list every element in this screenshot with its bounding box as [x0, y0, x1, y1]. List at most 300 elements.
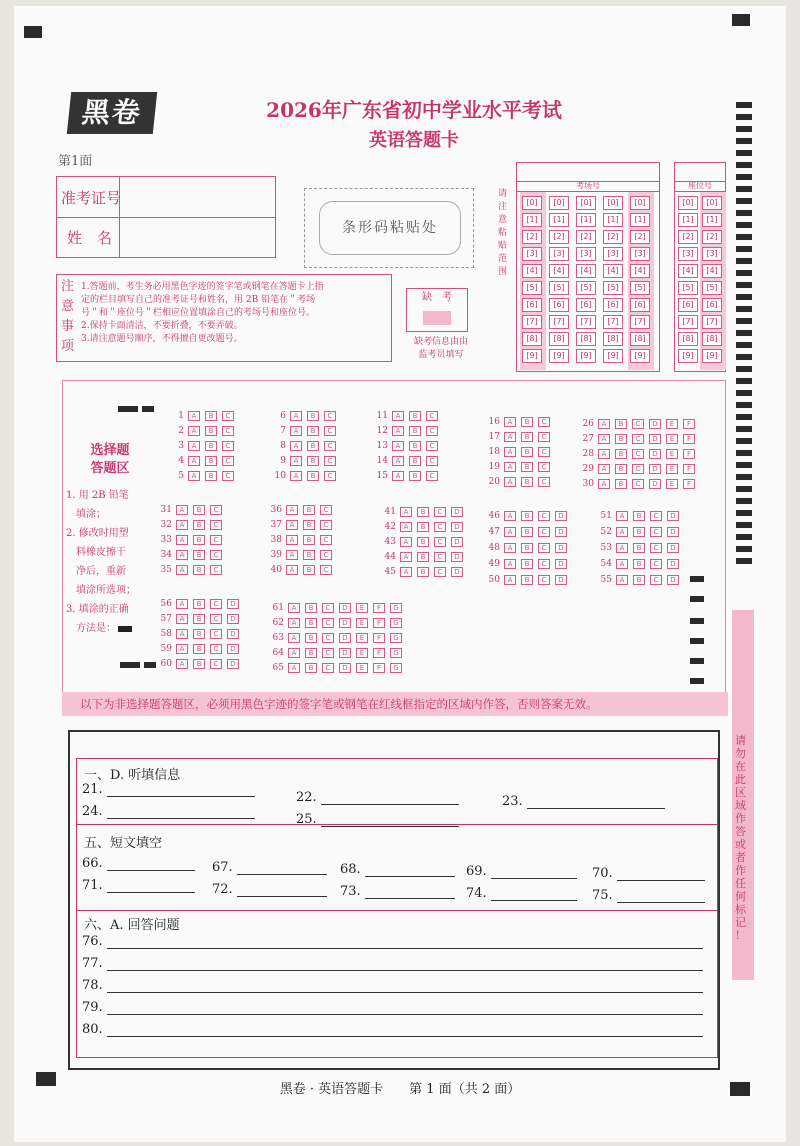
option-bubble[interactable]: A	[504, 447, 516, 457]
option-bubble[interactable]: B	[633, 559, 645, 569]
option-bubble[interactable]: C	[322, 633, 334, 643]
option-bubble[interactable]: B	[193, 644, 205, 654]
digit-bubble[interactable]: [2]	[702, 230, 722, 244]
answer-66[interactable]	[107, 859, 195, 871]
option-bubble[interactable]: C	[210, 614, 222, 624]
digit-bubble[interactable]: [1]	[522, 213, 542, 227]
option-bubble[interactable]: C	[222, 441, 234, 451]
digit-bubble[interactable]: [5]	[603, 281, 623, 295]
option-bubble[interactable]: C	[322, 618, 334, 628]
option-bubble[interactable]: A	[504, 559, 516, 569]
digit-bubble[interactable]: [0]	[630, 196, 650, 210]
digit-bubble[interactable]: [1]	[576, 213, 596, 227]
option-bubble[interactable]: C	[320, 535, 332, 545]
option-bubble[interactable]: C	[426, 441, 438, 451]
option-bubble[interactable]: C	[632, 449, 644, 459]
digit-bubble[interactable]: [3]	[549, 247, 569, 261]
option-bubble[interactable]: B	[305, 633, 317, 643]
option-bubble[interactable]: B	[193, 659, 205, 669]
option-bubble[interactable]: C	[324, 426, 336, 436]
option-bubble[interactable]: A	[392, 426, 404, 436]
digit-bubble[interactable]: [9]	[522, 349, 542, 363]
digit-bubble[interactable]: [6]	[702, 298, 722, 312]
option-bubble[interactable]: C	[538, 527, 550, 537]
option-bubble[interactable]: E	[666, 449, 678, 459]
option-bubble[interactable]: C	[210, 550, 222, 560]
option-bubble[interactable]: F	[683, 419, 695, 429]
option-bubble[interactable]: A	[286, 550, 298, 560]
option-bubble[interactable]: C	[320, 520, 332, 530]
option-bubble[interactable]: B	[615, 479, 627, 489]
option-bubble[interactable]: C	[324, 441, 336, 451]
option-bubble[interactable]: A	[288, 618, 300, 628]
option-bubble[interactable]: B	[307, 456, 319, 466]
digit-bubble[interactable]: [5]	[522, 281, 542, 295]
digit-bubble[interactable]: [8]	[576, 332, 596, 346]
option-bubble[interactable]: B	[417, 552, 429, 562]
option-bubble[interactable]: D	[451, 552, 463, 562]
answer-73[interactable]	[365, 887, 455, 899]
option-bubble[interactable]: A	[616, 543, 628, 553]
option-bubble[interactable]: C	[222, 426, 234, 436]
digit-bubble[interactable]: [6]	[576, 298, 596, 312]
digit-bubble[interactable]: [2]	[630, 230, 650, 244]
option-bubble[interactable]: C	[322, 603, 334, 613]
option-bubble[interactable]: D	[451, 507, 463, 517]
digit-bubble[interactable]: [7]	[576, 315, 596, 329]
option-bubble[interactable]: A	[616, 559, 628, 569]
answer-69[interactable]	[491, 867, 577, 879]
digit-bubble[interactable]: [8]	[630, 332, 650, 346]
option-bubble[interactable]: C	[324, 411, 336, 421]
option-bubble[interactable]: A	[504, 511, 516, 521]
option-bubble[interactable]: A	[400, 537, 412, 547]
option-bubble[interactable]: D	[451, 522, 463, 532]
option-bubble[interactable]: B	[521, 447, 533, 457]
option-bubble[interactable]: A	[286, 520, 298, 530]
option-bubble[interactable]: D	[339, 648, 351, 658]
option-bubble[interactable]: D	[227, 659, 239, 669]
option-bubble[interactable]: C	[210, 505, 222, 515]
digit-bubble[interactable]: [3]	[576, 247, 596, 261]
digit-bubble[interactable]: [7]	[522, 315, 542, 329]
digit-bubble[interactable]: [2]	[576, 230, 596, 244]
digit-bubble[interactable]: [9]	[678, 349, 698, 363]
option-bubble[interactable]: C	[320, 550, 332, 560]
absent-bubble[interactable]	[423, 311, 451, 325]
option-bubble[interactable]: B	[417, 537, 429, 547]
option-bubble[interactable]: C	[650, 527, 662, 537]
answer-71[interactable]	[107, 881, 195, 893]
option-bubble[interactable]: D	[649, 419, 661, 429]
digit-bubble[interactable]: [9]	[702, 349, 722, 363]
option-bubble[interactable]: G	[390, 603, 402, 613]
option-bubble[interactable]: B	[409, 426, 421, 436]
option-bubble[interactable]: B	[521, 543, 533, 553]
digit-bubble[interactable]: [0]	[576, 196, 596, 210]
option-bubble[interactable]: A	[290, 471, 302, 481]
option-bubble[interactable]: E	[356, 603, 368, 613]
option-bubble[interactable]: A	[504, 432, 516, 442]
option-bubble[interactable]: A	[392, 441, 404, 451]
option-bubble[interactable]: A	[598, 479, 610, 489]
option-bubble[interactable]: C	[538, 462, 550, 472]
option-bubble[interactable]: C	[538, 559, 550, 569]
option-bubble[interactable]: A	[598, 419, 610, 429]
option-bubble[interactable]: B	[417, 567, 429, 577]
option-bubble[interactable]: D	[339, 633, 351, 643]
option-bubble[interactable]: E	[356, 618, 368, 628]
option-bubble[interactable]: B	[409, 441, 421, 451]
option-bubble[interactable]: A	[598, 464, 610, 474]
option-bubble[interactable]: B	[305, 618, 317, 628]
option-bubble[interactable]: B	[193, 505, 205, 515]
option-bubble[interactable]: A	[176, 520, 188, 530]
option-bubble[interactable]: C	[632, 419, 644, 429]
digit-bubble[interactable]: [0]	[603, 196, 623, 210]
option-bubble[interactable]: A	[176, 535, 188, 545]
answer-77[interactable]	[107, 959, 703, 971]
option-bubble[interactable]: C	[434, 552, 446, 562]
digit-bubble[interactable]: [5]	[630, 281, 650, 295]
option-bubble[interactable]: C	[222, 456, 234, 466]
option-bubble[interactable]: D	[649, 434, 661, 444]
digit-bubble[interactable]: [6]	[549, 298, 569, 312]
option-bubble[interactable]: A	[286, 565, 298, 575]
option-bubble[interactable]: C	[210, 629, 222, 639]
option-bubble[interactable]: B	[615, 449, 627, 459]
option-bubble[interactable]: B	[633, 511, 645, 521]
option-bubble[interactable]: B	[409, 456, 421, 466]
digit-bubble[interactable]: [2]	[603, 230, 623, 244]
option-bubble[interactable]: A	[504, 543, 516, 553]
option-bubble[interactable]: A	[188, 411, 200, 421]
option-bubble[interactable]: F	[683, 479, 695, 489]
option-bubble[interactable]: A	[598, 449, 610, 459]
digit-bubble[interactable]: [4]	[702, 264, 722, 278]
option-bubble[interactable]: B	[615, 464, 627, 474]
digit-bubble[interactable]: [0]	[549, 196, 569, 210]
digit-bubble[interactable]: [5]	[576, 281, 596, 295]
option-bubble[interactable]: C	[650, 559, 662, 569]
digit-bubble[interactable]: [7]	[678, 315, 698, 329]
option-bubble[interactable]: A	[176, 644, 188, 654]
digit-bubble[interactable]: [4]	[522, 264, 542, 278]
option-bubble[interactable]: A	[176, 505, 188, 515]
digit-bubble[interactable]: [1]	[630, 213, 650, 227]
option-bubble[interactable]: F	[373, 618, 385, 628]
option-bubble[interactable]: C	[538, 432, 550, 442]
option-bubble[interactable]: B	[193, 520, 205, 530]
digit-bubble[interactable]: [8]	[522, 332, 542, 346]
option-bubble[interactable]: A	[176, 550, 188, 560]
option-bubble[interactable]: D	[339, 618, 351, 628]
option-bubble[interactable]: C	[324, 456, 336, 466]
option-bubble[interactable]: D	[227, 599, 239, 609]
option-bubble[interactable]: C	[426, 426, 438, 436]
digit-bubble[interactable]: [6]	[630, 298, 650, 312]
option-bubble[interactable]: A	[392, 471, 404, 481]
digit-bubble[interactable]: [0]	[702, 196, 722, 210]
option-bubble[interactable]: C	[538, 477, 550, 487]
option-bubble[interactable]: A	[290, 456, 302, 466]
option-bubble[interactable]: C	[222, 471, 234, 481]
digit-bubble[interactable]: [5]	[678, 281, 698, 295]
digit-bubble[interactable]: [7]	[702, 315, 722, 329]
answer-76[interactable]	[107, 937, 703, 949]
option-bubble[interactable]: E	[666, 419, 678, 429]
option-bubble[interactable]: D	[667, 559, 679, 569]
option-bubble[interactable]: D	[555, 543, 567, 553]
option-bubble[interactable]: F	[683, 434, 695, 444]
option-bubble[interactable]: B	[615, 434, 627, 444]
option-bubble[interactable]: A	[392, 456, 404, 466]
option-bubble[interactable]: B	[193, 535, 205, 545]
option-bubble[interactable]: A	[176, 599, 188, 609]
option-bubble[interactable]: C	[426, 411, 438, 421]
option-bubble[interactable]: A	[188, 456, 200, 466]
option-bubble[interactable]: B	[305, 648, 317, 658]
option-bubble[interactable]: D	[667, 543, 679, 553]
option-bubble[interactable]: C	[538, 575, 550, 585]
option-bubble[interactable]: C	[324, 471, 336, 481]
option-bubble[interactable]: B	[521, 559, 533, 569]
option-bubble[interactable]: C	[632, 464, 644, 474]
option-bubble[interactable]: C	[632, 479, 644, 489]
option-bubble[interactable]: B	[521, 462, 533, 472]
digit-bubble[interactable]: [1]	[549, 213, 569, 227]
digit-bubble[interactable]: [3]	[603, 247, 623, 261]
digit-bubble[interactable]: [9]	[549, 349, 569, 363]
option-bubble[interactable]: B	[193, 614, 205, 624]
option-bubble[interactable]: C	[320, 565, 332, 575]
option-bubble[interactable]: A	[288, 648, 300, 658]
option-bubble[interactable]: C	[210, 535, 222, 545]
option-bubble[interactable]: D	[649, 449, 661, 459]
option-bubble[interactable]: F	[373, 648, 385, 658]
option-bubble[interactable]: C	[426, 456, 438, 466]
option-bubble[interactable]: C	[322, 663, 334, 673]
answer-24[interactable]	[107, 807, 255, 819]
option-bubble[interactable]: A	[176, 629, 188, 639]
digit-bubble[interactable]: [6]	[678, 298, 698, 312]
option-bubble[interactable]: E	[666, 434, 678, 444]
option-bubble[interactable]: C	[538, 511, 550, 521]
option-bubble[interactable]: B	[307, 471, 319, 481]
option-bubble[interactable]: D	[227, 629, 239, 639]
option-bubble[interactable]: C	[650, 543, 662, 553]
answer-79[interactable]	[107, 1003, 703, 1015]
digit-bubble[interactable]: [3]	[702, 247, 722, 261]
option-bubble[interactable]: B	[633, 575, 645, 585]
answer-70[interactable]	[617, 869, 705, 881]
option-bubble[interactable]: C	[650, 511, 662, 521]
option-bubble[interactable]: A	[504, 527, 516, 537]
digit-bubble[interactable]: [7]	[603, 315, 623, 329]
digit-bubble[interactable]: [2]	[549, 230, 569, 244]
option-bubble[interactable]: A	[616, 527, 628, 537]
option-bubble[interactable]: B	[521, 575, 533, 585]
option-bubble[interactable]: B	[521, 432, 533, 442]
option-bubble[interactable]: G	[390, 618, 402, 628]
option-bubble[interactable]: B	[633, 543, 645, 553]
digit-bubble[interactable]: [7]	[549, 315, 569, 329]
option-bubble[interactable]: C	[210, 599, 222, 609]
digit-bubble[interactable]: [8]	[549, 332, 569, 346]
option-bubble[interactable]: A	[504, 462, 516, 472]
answer-21[interactable]	[107, 785, 255, 797]
option-bubble[interactable]: A	[176, 659, 188, 669]
option-bubble[interactable]: B	[307, 441, 319, 451]
option-bubble[interactable]: C	[538, 447, 550, 457]
option-bubble[interactable]: F	[373, 663, 385, 673]
digit-bubble[interactable]: [0]	[678, 196, 698, 210]
digit-bubble[interactable]: [4]	[549, 264, 569, 278]
digit-bubble[interactable]: [1]	[678, 213, 698, 227]
answer-72[interactable]	[237, 885, 327, 897]
option-bubble[interactable]: B	[303, 520, 315, 530]
digit-bubble[interactable]: [4]	[603, 264, 623, 278]
digit-bubble[interactable]: [3]	[678, 247, 698, 261]
digit-bubble[interactable]: [4]	[630, 264, 650, 278]
option-bubble[interactable]: B	[193, 550, 205, 560]
answer-22[interactable]	[321, 793, 459, 805]
digit-bubble[interactable]: [5]	[702, 281, 722, 295]
option-bubble[interactable]: F	[373, 603, 385, 613]
option-bubble[interactable]: B	[193, 629, 205, 639]
option-bubble[interactable]: C	[434, 507, 446, 517]
option-bubble[interactable]: B	[303, 535, 315, 545]
option-bubble[interactable]: B	[307, 426, 319, 436]
option-bubble[interactable]: B	[303, 505, 315, 515]
digit-bubble[interactable]: [8]	[678, 332, 698, 346]
option-bubble[interactable]: B	[305, 603, 317, 613]
option-bubble[interactable]: F	[683, 449, 695, 459]
option-bubble[interactable]: B	[193, 599, 205, 609]
option-bubble[interactable]: A	[616, 511, 628, 521]
option-bubble[interactable]: A	[616, 575, 628, 585]
digit-bubble[interactable]: [9]	[576, 349, 596, 363]
option-bubble[interactable]: B	[417, 522, 429, 532]
answer-25[interactable]	[321, 815, 459, 827]
option-bubble[interactable]: C	[434, 537, 446, 547]
option-bubble[interactable]: B	[521, 417, 533, 427]
digit-bubble[interactable]: [9]	[630, 349, 650, 363]
option-bubble[interactable]: E	[356, 633, 368, 643]
option-bubble[interactable]: D	[555, 511, 567, 521]
option-bubble[interactable]: A	[504, 477, 516, 487]
option-bubble[interactable]: D	[649, 479, 661, 489]
option-bubble[interactable]: D	[227, 644, 239, 654]
option-bubble[interactable]: C	[650, 575, 662, 585]
option-bubble[interactable]: A	[598, 434, 610, 444]
option-bubble[interactable]: B	[205, 426, 217, 436]
option-bubble[interactable]: F	[373, 633, 385, 643]
option-bubble[interactable]: C	[322, 648, 334, 658]
option-bubble[interactable]: B	[521, 511, 533, 521]
digit-bubble[interactable]: [4]	[678, 264, 698, 278]
option-bubble[interactable]: A	[400, 567, 412, 577]
option-bubble[interactable]: A	[176, 614, 188, 624]
digit-bubble[interactable]: [3]	[630, 247, 650, 261]
digit-bubble[interactable]: [8]	[702, 332, 722, 346]
option-bubble[interactable]: E	[356, 663, 368, 673]
answer-68[interactable]	[365, 865, 455, 877]
option-bubble[interactable]: B	[307, 411, 319, 421]
option-bubble[interactable]: E	[666, 479, 678, 489]
option-bubble[interactable]: A	[392, 411, 404, 421]
option-bubble[interactable]: B	[615, 419, 627, 429]
option-bubble[interactable]: D	[667, 527, 679, 537]
option-bubble[interactable]: C	[426, 471, 438, 481]
option-bubble[interactable]: B	[303, 565, 315, 575]
option-bubble[interactable]: A	[188, 426, 200, 436]
option-bubble[interactable]: G	[390, 663, 402, 673]
digit-bubble[interactable]: [8]	[603, 332, 623, 346]
digit-bubble[interactable]: [1]	[702, 213, 722, 227]
option-bubble[interactable]: D	[339, 603, 351, 613]
option-bubble[interactable]: A	[290, 411, 302, 421]
option-bubble[interactable]: B	[521, 527, 533, 537]
option-bubble[interactable]: D	[555, 527, 567, 537]
digit-bubble[interactable]: [2]	[522, 230, 542, 244]
digit-bubble[interactable]: [0]	[522, 196, 542, 210]
digit-bubble[interactable]: [2]	[678, 230, 698, 244]
digit-bubble[interactable]: [7]	[630, 315, 650, 329]
option-bubble[interactable]: A	[188, 441, 200, 451]
option-bubble[interactable]: C	[210, 644, 222, 654]
option-bubble[interactable]: D	[451, 567, 463, 577]
option-bubble[interactable]: C	[210, 520, 222, 530]
option-bubble[interactable]: E	[666, 464, 678, 474]
option-bubble[interactable]: C	[210, 659, 222, 669]
option-bubble[interactable]: A	[400, 552, 412, 562]
option-bubble[interactable]: B	[205, 456, 217, 466]
option-bubble[interactable]: D	[451, 537, 463, 547]
option-bubble[interactable]: A	[188, 471, 200, 481]
answer-67[interactable]	[237, 863, 327, 875]
option-bubble[interactable]: E	[356, 648, 368, 658]
answer-23[interactable]	[527, 797, 665, 809]
digit-bubble[interactable]: [4]	[576, 264, 596, 278]
option-bubble[interactable]: C	[320, 505, 332, 515]
exam-id-field[interactable]	[123, 181, 271, 213]
option-bubble[interactable]: A	[288, 603, 300, 613]
option-bubble[interactable]: A	[290, 426, 302, 436]
option-bubble[interactable]: B	[409, 411, 421, 421]
option-bubble[interactable]: A	[504, 417, 516, 427]
digit-bubble[interactable]: [3]	[522, 247, 542, 261]
option-bubble[interactable]: C	[222, 411, 234, 421]
option-bubble[interactable]: D	[649, 464, 661, 474]
answer-75[interactable]	[617, 891, 705, 903]
digit-bubble[interactable]: [1]	[603, 213, 623, 227]
option-bubble[interactable]: D	[667, 511, 679, 521]
option-bubble[interactable]: F	[683, 464, 695, 474]
option-bubble[interactable]: D	[555, 575, 567, 585]
option-bubble[interactable]: B	[633, 527, 645, 537]
option-bubble[interactable]: A	[288, 633, 300, 643]
option-bubble[interactable]: B	[521, 477, 533, 487]
option-bubble[interactable]: B	[305, 663, 317, 673]
option-bubble[interactable]: A	[400, 507, 412, 517]
option-bubble[interactable]: C	[538, 417, 550, 427]
option-bubble[interactable]: G	[390, 633, 402, 643]
option-bubble[interactable]: B	[205, 411, 217, 421]
digit-bubble[interactable]: [9]	[603, 349, 623, 363]
digit-bubble[interactable]: [6]	[522, 298, 542, 312]
option-bubble[interactable]: C	[434, 567, 446, 577]
